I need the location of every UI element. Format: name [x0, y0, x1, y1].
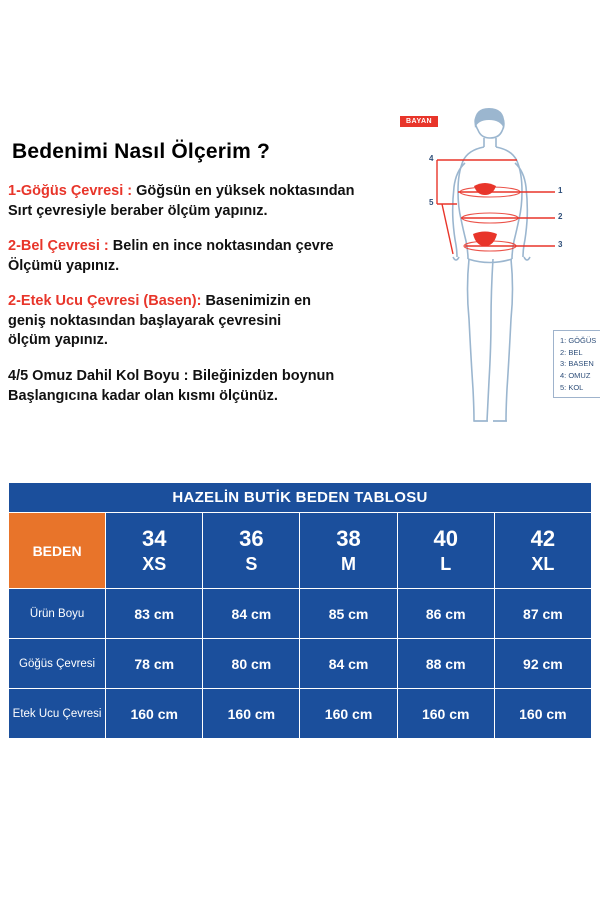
legend-item: 3: BASEN [560, 359, 594, 369]
marker-5: 5 [429, 198, 434, 207]
legend-item: 2: BEL [560, 347, 583, 357]
table-title-row [9, 483, 592, 513]
size-number: 42 [530, 526, 556, 552]
instruction-text-2: geniş noktasından başlayarak çevresini [8, 312, 282, 329]
figure-legend [553, 330, 600, 398]
instruction-line [8, 182, 408, 202]
header-size-36 [203, 513, 300, 589]
instruction-item-3 [8, 292, 408, 351]
size-number: 34 [141, 526, 167, 552]
cell-gogus-34: 78 cm [106, 639, 203, 689]
marker-4: 4 [429, 154, 434, 163]
cell-etek-36: 160 cm [203, 689, 300, 739]
header-size-34 [106, 513, 203, 589]
table-title: HAZELİN BUTİK BEDEN TABLOSU [9, 483, 592, 513]
instruction-heading: 2-Bel Çevresi : [8, 238, 109, 255]
size-letter: M [341, 553, 357, 574]
cell-gogus-42: 92 cm [494, 639, 591, 689]
instruction-heading: 2-Etek Ucu Çevresi (Basen): [8, 293, 202, 310]
cell-etek-40: 160 cm [397, 689, 494, 739]
marker-2: 2 [558, 212, 563, 221]
size-number: 40 [433, 526, 458, 552]
page-title: Bedenimi Nasıl Ölçerim ? [12, 140, 271, 163]
instruction-text-2: Başlangıcına kadar olan kısmı ölçünüz. [8, 387, 278, 404]
cell-gogus-38: 84 cm [300, 639, 397, 689]
size-number: 36 [239, 526, 264, 552]
measurement-figure [395, 108, 595, 478]
cell-etek-34: 160 cm [106, 689, 203, 739]
header-beden: BEDEN [9, 513, 106, 589]
instruction-text-2: Ölçümü yapınız. [8, 257, 120, 274]
legend-item: 5: KOL [560, 382, 584, 392]
size-letter: S [245, 553, 258, 574]
size-letter: L [440, 553, 452, 574]
cell-urun-boyu-34: 83 cm [106, 589, 203, 639]
cell-urun-boyu-42: 87 cm [494, 589, 591, 639]
instruction-item-2 [8, 237, 408, 276]
marker-1: 1 [558, 186, 563, 195]
cell-urun-boyu-40: 86 cm [397, 589, 494, 639]
cell-etek-38: 160 cm [300, 689, 397, 739]
instruction-heading: 4/5 Omuz Dahil Kol Boyu : [8, 367, 189, 384]
instruction-text: Göğsün en yüksek noktasından [132, 183, 355, 199]
cell-urun-boyu-38: 85 cm [300, 589, 397, 639]
instructions-section [8, 140, 408, 422]
instruction-text: Bileğinizden boynun [188, 367, 335, 384]
instruction-item-1 [8, 182, 408, 221]
size-number: 38 [336, 526, 361, 552]
instruction-text-3: ölçüm yapınız. [8, 332, 108, 349]
row-label-urun-boyu: Ürün Boyu [9, 589, 106, 639]
instruction-line [8, 292, 408, 312]
row-label-etek-ucu-cevresi: Etek Ucu Çevresi [9, 689, 106, 739]
instruction-text: Basenimizin en [201, 293, 312, 310]
legend-item: 4: OMUZ [560, 370, 591, 380]
instruction-line [8, 367, 408, 387]
figure-gender-tag: BAYAN [400, 116, 438, 127]
table-row [9, 639, 592, 689]
row-label-gogus-cevresi: Göğüs Çevresi [9, 639, 106, 689]
size-table [8, 482, 592, 739]
table-header-row [9, 513, 592, 589]
header-size-38 [300, 513, 397, 589]
instruction-line [8, 237, 408, 257]
female-body-diagram [395, 108, 595, 478]
instruction-text-2: Sırt çevresiyle beraber ölçüm yapınız. [8, 202, 268, 219]
table-row [9, 689, 592, 739]
header-size-40 [397, 513, 494, 589]
header-size-42 [494, 513, 591, 589]
instruction-item-4 [8, 367, 408, 406]
size-table-section [8, 482, 592, 739]
cell-etek-42: 160 cm [494, 689, 591, 739]
size-letter: XS [142, 553, 167, 574]
cell-urun-boyu-36: 84 cm [203, 589, 300, 639]
cell-gogus-36: 80 cm [203, 639, 300, 689]
table-row [9, 589, 592, 639]
cell-gogus-40: 88 cm [397, 639, 494, 689]
instruction-text: Belin en ince noktasından çevre [108, 238, 334, 255]
legend-item: 1: GÖĞÜS [560, 336, 597, 345]
size-letter: XL [531, 553, 555, 574]
instruction-heading: 1-Göğüs Çevresi : [8, 183, 133, 199]
marker-3: 3 [558, 240, 563, 249]
